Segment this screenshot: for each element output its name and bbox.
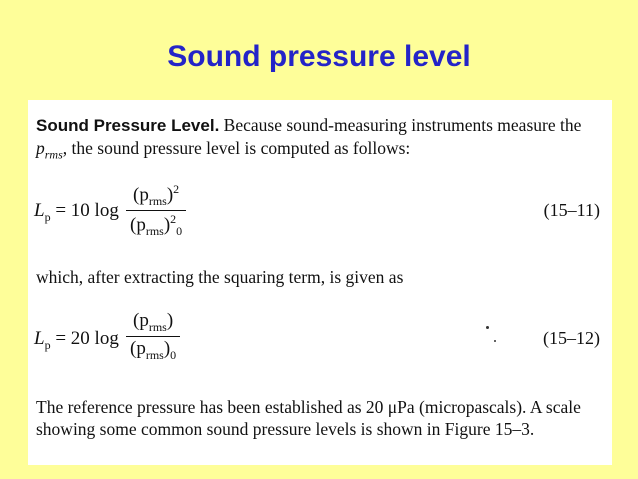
equation-fraction (126, 310, 180, 363)
equation-lhs: $L_p = 10$ log (34, 200, 119, 224)
fraction-numerator: $(p_{rms})^2$ (126, 182, 186, 211)
section-heading: Sound Pressure Level. (36, 116, 220, 135)
intro-variable: $p_{rms}$ (36, 138, 63, 162)
intro-paragraph (36, 114, 606, 166)
equation-lhs: $L_p = 20$ log (34, 328, 119, 352)
intro-text-a: Because sound-measuring instruments measure the (219, 115, 582, 135)
fraction-numerator: $(p_{rms})$ (126, 310, 180, 337)
equation-fraction (126, 182, 186, 239)
equation-15-11 (34, 182, 608, 242)
scan-speck (494, 340, 496, 342)
equation-number: (15–11) (543, 200, 600, 220)
middle-paragraph: which, after extracting the squaring term, is given as (36, 267, 404, 287)
scan-speck (486, 326, 489, 329)
fraction-denominator: $(p_{rms})^2_0$ (130, 212, 183, 239)
scanned-text-page (28, 100, 612, 465)
fraction-denominator: $(p_{rms})_0$ (130, 337, 177, 362)
closing-paragraph: The reference pressure has been established as 20 μPa (micropascals). A scale showing some common sound pressure levels is shown in Figure 15–3. (36, 397, 581, 439)
equation-15-12 (34, 310, 608, 370)
equation-number: (15–12) (543, 328, 600, 348)
slide-title: Sound pressure level (167, 40, 471, 73)
intro-text-b: , the sound pressure level is computed as follows: (62, 138, 411, 158)
